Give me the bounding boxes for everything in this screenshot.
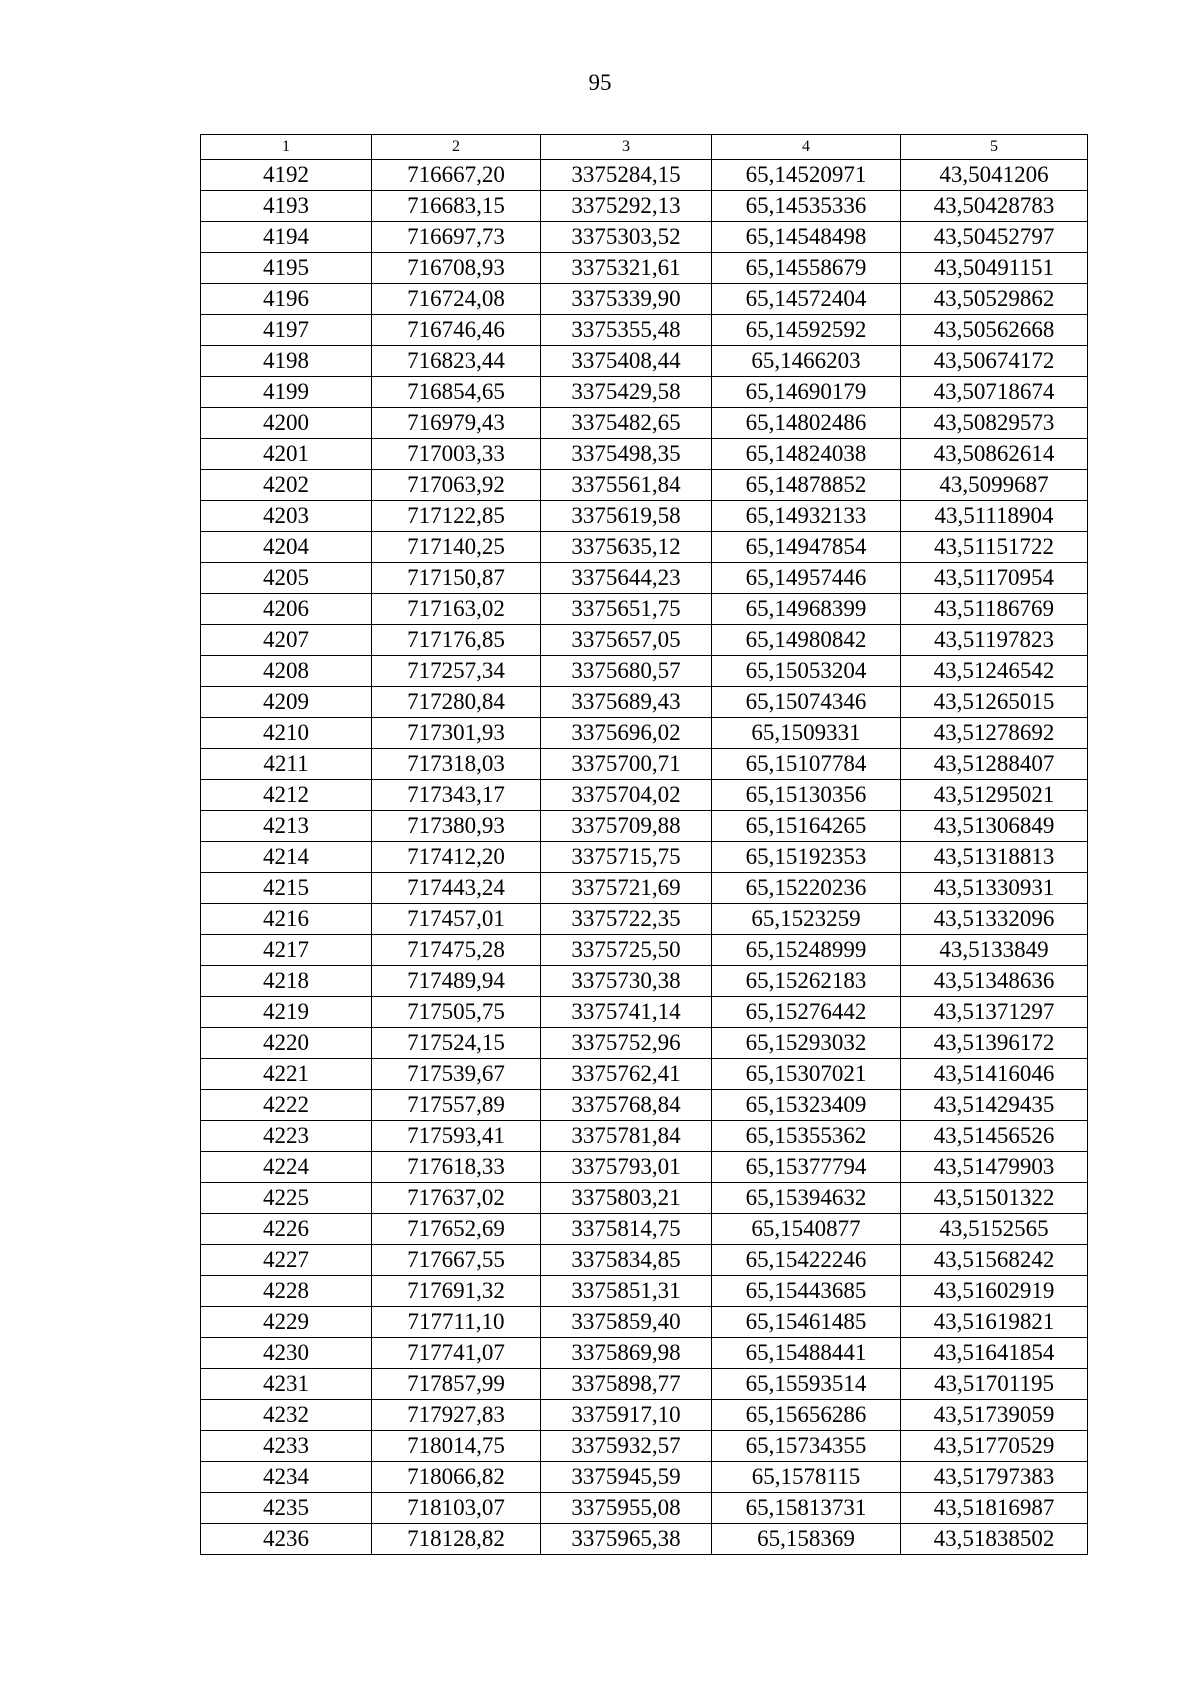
- table-cell-col-1: 4207: [201, 625, 372, 656]
- table-cell-col-2: 717593,41: [372, 1121, 541, 1152]
- table-cell-col-3: 3375945,59: [541, 1462, 712, 1493]
- table-cell-col-3: 3375793,01: [541, 1152, 712, 1183]
- table-row: [201, 594, 1088, 625]
- table-cell-col-4: 65,15164265: [712, 811, 901, 842]
- table-row: [201, 1245, 1088, 1276]
- table-cell-col-4: 65,15107784: [712, 749, 901, 780]
- table-cell-col-2: 717318,03: [372, 749, 541, 780]
- table-cell-col-1: 4228: [201, 1276, 372, 1307]
- table-row: [201, 377, 1088, 408]
- coordinates-table: [200, 134, 1088, 1555]
- table-cell-col-1: 4233: [201, 1431, 372, 1462]
- table-cell-col-2: 717927,83: [372, 1400, 541, 1431]
- header-row: [201, 135, 1088, 160]
- table-cell-col-3: 3375704,02: [541, 780, 712, 811]
- table-cell-col-2: 717150,87: [372, 563, 541, 594]
- table-row: [201, 1307, 1088, 1338]
- table-body: [201, 160, 1088, 1555]
- table-cell-col-4: 65,15656286: [712, 1400, 901, 1431]
- table-cell-col-3: 3375834,85: [541, 1245, 712, 1276]
- table-cell-col-4: 65,15053204: [712, 656, 901, 687]
- table-cell-col-4: 65,15734355: [712, 1431, 901, 1462]
- table-cell-col-2: 717741,07: [372, 1338, 541, 1369]
- table-row: [201, 222, 1088, 253]
- table-cell-col-2: 717257,34: [372, 656, 541, 687]
- table-cell-col-5: 43,51396172: [901, 1028, 1088, 1059]
- table-cell-col-3: 3375408,44: [541, 346, 712, 377]
- table-cell-col-4: 65,14947854: [712, 532, 901, 563]
- table-cell-col-1: 4193: [201, 191, 372, 222]
- table-cell-col-5: 43,51429435: [901, 1090, 1088, 1121]
- table-cell-col-3: 3375725,50: [541, 935, 712, 966]
- table-cell-col-4: 65,14968399: [712, 594, 901, 625]
- table-cell-col-4: 65,15192353: [712, 842, 901, 873]
- table-cell-col-5: 43,5152565: [901, 1214, 1088, 1245]
- table-cell-col-3: 3375741,14: [541, 997, 712, 1028]
- table-cell-col-1: 4212: [201, 780, 372, 811]
- table-cell-col-4: 65,158369: [712, 1524, 901, 1555]
- table-cell-col-2: 718066,82: [372, 1462, 541, 1493]
- table-cell-col-2: 717343,17: [372, 780, 541, 811]
- table-cell-col-3: 3375498,35: [541, 439, 712, 470]
- table-cell-col-5: 43,50829573: [901, 408, 1088, 439]
- table-cell-col-2: 717063,92: [372, 470, 541, 501]
- table-cell-col-2: 717380,93: [372, 811, 541, 842]
- table-cell-col-3: 3375768,84: [541, 1090, 712, 1121]
- table-cell-col-2: 716823,44: [372, 346, 541, 377]
- table-cell-col-1: 4236: [201, 1524, 372, 1555]
- table-cell-col-1: 4196: [201, 284, 372, 315]
- table-cell-col-4: 65,1509331: [712, 718, 901, 749]
- table-cell-col-3: 3375482,65: [541, 408, 712, 439]
- table-row: [201, 935, 1088, 966]
- table-cell-col-1: 4222: [201, 1090, 372, 1121]
- table-cell-col-5: 43,51170954: [901, 563, 1088, 594]
- table-cell-col-1: 4206: [201, 594, 372, 625]
- table-cell-col-3: 3375781,84: [541, 1121, 712, 1152]
- table-cell-col-3: 3375722,35: [541, 904, 712, 935]
- table-cell-col-1: 4200: [201, 408, 372, 439]
- table-cell-col-4: 65,14535336: [712, 191, 901, 222]
- table-cell-col-1: 4202: [201, 470, 372, 501]
- table-cell-col-5: 43,5041206: [901, 160, 1088, 191]
- table-cell-col-3: 3375762,41: [541, 1059, 712, 1090]
- table-cell-col-4: 65,15422246: [712, 1245, 901, 1276]
- table-cell-col-1: 4218: [201, 966, 372, 997]
- table-cell-col-3: 3375955,08: [541, 1493, 712, 1524]
- table-cell-col-4: 65,1540877: [712, 1214, 901, 1245]
- table-cell-col-1: 4219: [201, 997, 372, 1028]
- table-row: [201, 1028, 1088, 1059]
- table-cell-col-5: 43,51265015: [901, 687, 1088, 718]
- table-row: [201, 811, 1088, 842]
- table-row: [201, 1059, 1088, 1090]
- table-cell-col-5: 43,51118904: [901, 501, 1088, 532]
- table-cell-col-1: 4226: [201, 1214, 372, 1245]
- header-col-4: 4: [712, 135, 901, 160]
- table-cell-col-1: 4211: [201, 749, 372, 780]
- table-cell-col-1: 4198: [201, 346, 372, 377]
- table-row: [201, 718, 1088, 749]
- table-row: [201, 1338, 1088, 1369]
- table-cell-col-3: 3375619,58: [541, 501, 712, 532]
- table-cell-col-1: 4234: [201, 1462, 372, 1493]
- table-cell-col-1: 4217: [201, 935, 372, 966]
- table-cell-col-3: 3375965,38: [541, 1524, 712, 1555]
- table-cell-col-4: 65,14592592: [712, 315, 901, 346]
- table-cell-col-3: 3375429,58: [541, 377, 712, 408]
- table-row: [201, 563, 1088, 594]
- table-cell-col-3: 3375303,52: [541, 222, 712, 253]
- table-cell-col-2: 717539,67: [372, 1059, 541, 1090]
- table-cell-col-1: 4192: [201, 160, 372, 191]
- table-cell-col-1: 4195: [201, 253, 372, 284]
- table-cell-col-5: 43,51568242: [901, 1245, 1088, 1276]
- table-cell-col-2: 717457,01: [372, 904, 541, 935]
- table-cell-col-3: 3375709,88: [541, 811, 712, 842]
- table-row: [201, 191, 1088, 222]
- table-cell-col-2: 717637,02: [372, 1183, 541, 1214]
- table-cell-col-3: 3375292,13: [541, 191, 712, 222]
- table-cell-col-5: 43,5133849: [901, 935, 1088, 966]
- table-row: [201, 1369, 1088, 1400]
- table-cell-col-4: 65,15443685: [712, 1276, 901, 1307]
- table-cell-col-5: 43,51602919: [901, 1276, 1088, 1307]
- table-cell-col-3: 3375696,02: [541, 718, 712, 749]
- table-cell-col-4: 65,1523259: [712, 904, 901, 935]
- table-cell-col-5: 43,51838502: [901, 1524, 1088, 1555]
- table-cell-col-2: 717489,94: [372, 966, 541, 997]
- table-cell-col-4: 65,15248999: [712, 935, 901, 966]
- table-cell-col-4: 65,15394632: [712, 1183, 901, 1214]
- table-cell-col-2: 716979,43: [372, 408, 541, 439]
- table-cell-col-3: 3375851,31: [541, 1276, 712, 1307]
- table-cell-col-2: 717475,28: [372, 935, 541, 966]
- table-cell-col-4: 65,15293032: [712, 1028, 901, 1059]
- table-cell-col-4: 65,15377794: [712, 1152, 901, 1183]
- table-row: [201, 1121, 1088, 1152]
- table-cell-col-5: 43,51295021: [901, 780, 1088, 811]
- table-cell-col-3: 3375635,12: [541, 532, 712, 563]
- table-cell-col-2: 717163,02: [372, 594, 541, 625]
- table-row: [201, 1431, 1088, 1462]
- table-cell-col-5: 43,50562668: [901, 315, 1088, 346]
- table-cell-col-5: 43,51348636: [901, 966, 1088, 997]
- table-cell-col-1: 4209: [201, 687, 372, 718]
- table-row: [201, 1276, 1088, 1307]
- table-cell-col-1: 4204: [201, 532, 372, 563]
- table-cell-col-1: 4194: [201, 222, 372, 253]
- table-cell-col-5: 43,51371297: [901, 997, 1088, 1028]
- table-cell-col-5: 43,5099687: [901, 470, 1088, 501]
- table-cell-col-4: 65,15813731: [712, 1493, 901, 1524]
- table-row: [201, 1462, 1088, 1493]
- table-cell-col-3: 3375321,61: [541, 253, 712, 284]
- table-cell-col-3: 3375898,77: [541, 1369, 712, 1400]
- table-cell-col-1: 4205: [201, 563, 372, 594]
- table-cell-col-1: 4235: [201, 1493, 372, 1524]
- table-cell-col-3: 3375721,69: [541, 873, 712, 904]
- table-cell-col-4: 65,15461485: [712, 1307, 901, 1338]
- table-cell-col-4: 65,14824038: [712, 439, 901, 470]
- table-cell-col-5: 43,51151722: [901, 532, 1088, 563]
- table-cell-col-1: 4214: [201, 842, 372, 873]
- table-row: [201, 284, 1088, 315]
- table-cell-col-4: 65,14690179: [712, 377, 901, 408]
- table-cell-col-1: 4213: [201, 811, 372, 842]
- table-cell-col-1: 4197: [201, 315, 372, 346]
- table-cell-col-4: 65,14520971: [712, 160, 901, 191]
- table-cell-col-5: 43,51330931: [901, 873, 1088, 904]
- table-cell-col-4: 65,15307021: [712, 1059, 901, 1090]
- table-cell-col-4: 65,15593514: [712, 1369, 901, 1400]
- table-cell-col-2: 717412,20: [372, 842, 541, 873]
- table-cell-col-5: 43,51479903: [901, 1152, 1088, 1183]
- table-row: [201, 1090, 1088, 1121]
- table-cell-col-5: 43,51770529: [901, 1431, 1088, 1462]
- table-row: [201, 1152, 1088, 1183]
- table-cell-col-2: 718103,07: [372, 1493, 541, 1524]
- table-cell-col-5: 43,51797383: [901, 1462, 1088, 1493]
- table-cell-col-5: 43,51641854: [901, 1338, 1088, 1369]
- table-cell-col-3: 3375561,84: [541, 470, 712, 501]
- table-cell-col-2: 716697,73: [372, 222, 541, 253]
- table-cell-col-2: 717618,33: [372, 1152, 541, 1183]
- table-cell-col-1: 4215: [201, 873, 372, 904]
- header-col-1: 1: [201, 135, 372, 160]
- table-row: [201, 904, 1088, 935]
- table-header: [201, 135, 1088, 160]
- table-cell-col-3: 3375680,57: [541, 656, 712, 687]
- table-cell-col-5: 43,51416046: [901, 1059, 1088, 1090]
- table-row: [201, 315, 1088, 346]
- table-row: [201, 749, 1088, 780]
- table-cell-col-4: 65,15220236: [712, 873, 901, 904]
- table-row: [201, 1183, 1088, 1214]
- table-cell-col-1: 4223: [201, 1121, 372, 1152]
- table-cell-col-5: 43,50862614: [901, 439, 1088, 470]
- table-cell-col-2: 716708,93: [372, 253, 541, 284]
- table-cell-col-1: 4231: [201, 1369, 372, 1400]
- table-cell-col-3: 3375715,75: [541, 842, 712, 873]
- table-cell-col-4: 65,1466203: [712, 346, 901, 377]
- table-cell-col-5: 43,51318813: [901, 842, 1088, 873]
- table-row: [201, 1400, 1088, 1431]
- table-cell-col-2: 717857,99: [372, 1369, 541, 1400]
- table-cell-col-3: 3375917,10: [541, 1400, 712, 1431]
- table-cell-col-3: 3375752,96: [541, 1028, 712, 1059]
- table-cell-col-1: 4210: [201, 718, 372, 749]
- table-cell-col-5: 43,51816987: [901, 1493, 1088, 1524]
- table-cell-col-2: 717524,15: [372, 1028, 541, 1059]
- table-cell-col-2: 716683,15: [372, 191, 541, 222]
- table-cell-col-1: 4232: [201, 1400, 372, 1431]
- table-cell-col-5: 43,50674172: [901, 346, 1088, 377]
- table-row: [201, 1493, 1088, 1524]
- table-row: [201, 780, 1088, 811]
- table-cell-col-1: 4201: [201, 439, 372, 470]
- table-cell-col-3: 3375689,43: [541, 687, 712, 718]
- table-row: [201, 687, 1088, 718]
- table-cell-col-3: 3375803,21: [541, 1183, 712, 1214]
- table-row: [201, 470, 1088, 501]
- table-cell-col-3: 3375859,40: [541, 1307, 712, 1338]
- table-cell-col-5: 43,50529862: [901, 284, 1088, 315]
- table-cell-col-5: 43,51288407: [901, 749, 1088, 780]
- header-col-3: 3: [541, 135, 712, 160]
- table-cell-col-5: 43,50491151: [901, 253, 1088, 284]
- table-row: [201, 160, 1088, 191]
- table-row: [201, 873, 1088, 904]
- table-cell-col-2: 716667,20: [372, 160, 541, 191]
- table-row: [201, 1524, 1088, 1555]
- table-cell-col-5: 43,50428783: [901, 191, 1088, 222]
- table-cell-col-2: 717711,10: [372, 1307, 541, 1338]
- table-cell-col-3: 3375644,23: [541, 563, 712, 594]
- table-cell-col-5: 43,51197823: [901, 625, 1088, 656]
- table-cell-col-2: 717443,24: [372, 873, 541, 904]
- table-cell-col-4: 65,15355362: [712, 1121, 901, 1152]
- table-cell-col-4: 65,14980842: [712, 625, 901, 656]
- table-cell-col-2: 718014,75: [372, 1431, 541, 1462]
- header-col-2: 2: [372, 135, 541, 160]
- table-row: [201, 253, 1088, 284]
- table-cell-col-2: 717176,85: [372, 625, 541, 656]
- table-cell-col-3: 3375339,90: [541, 284, 712, 315]
- table-cell-col-4: 65,14572404: [712, 284, 901, 315]
- table-cell-col-5: 43,50718674: [901, 377, 1088, 408]
- table-cell-col-3: 3375814,75: [541, 1214, 712, 1245]
- table-cell-col-1: 4203: [201, 501, 372, 532]
- table-row: [201, 439, 1088, 470]
- table-cell-col-1: 4221: [201, 1059, 372, 1090]
- table-cell-col-1: 4199: [201, 377, 372, 408]
- table-row: [201, 656, 1088, 687]
- table-cell-col-1: 4216: [201, 904, 372, 935]
- table-cell-col-4: 65,14932133: [712, 501, 901, 532]
- table-cell-col-4: 65,14957446: [712, 563, 901, 594]
- table-cell-col-2: 717140,25: [372, 532, 541, 563]
- table-row: [201, 501, 1088, 532]
- table-row: [201, 346, 1088, 377]
- table-cell-col-2: 717667,55: [372, 1245, 541, 1276]
- table-cell-col-4: 65,15488441: [712, 1338, 901, 1369]
- table-cell-col-5: 43,51619821: [901, 1307, 1088, 1338]
- table-cell-col-5: 43,51306849: [901, 811, 1088, 842]
- table-cell-col-3: 3375284,15: [541, 160, 712, 191]
- table-cell-col-2: 717003,33: [372, 439, 541, 470]
- table-cell-col-5: 43,51501322: [901, 1183, 1088, 1214]
- table-cell-col-3: 3375932,57: [541, 1431, 712, 1462]
- table-cell-col-4: 65,14878852: [712, 470, 901, 501]
- table-cell-col-5: 43,50452797: [901, 222, 1088, 253]
- table-cell-col-2: 717122,85: [372, 501, 541, 532]
- table-cell-col-4: 65,15130356: [712, 780, 901, 811]
- table-cell-col-5: 43,51739059: [901, 1400, 1088, 1431]
- table-row: [201, 408, 1088, 439]
- table-cell-col-4: 65,15323409: [712, 1090, 901, 1121]
- table-cell-col-3: 3375651,75: [541, 594, 712, 625]
- page-number: 95: [588, 70, 612, 95]
- table-cell-col-1: 4220: [201, 1028, 372, 1059]
- table-cell-col-3: 3375869,98: [541, 1338, 712, 1369]
- table-cell-col-2: 717505,75: [372, 997, 541, 1028]
- table-cell-col-5: 43,51456526: [901, 1121, 1088, 1152]
- table-cell-col-3: 3375700,71: [541, 749, 712, 780]
- table-cell-col-2: 716724,08: [372, 284, 541, 315]
- table-cell-col-5: 43,51246542: [901, 656, 1088, 687]
- table-row: [201, 1214, 1088, 1245]
- table-cell-col-2: 717557,89: [372, 1090, 541, 1121]
- table-cell-col-1: 4224: [201, 1152, 372, 1183]
- table-cell-col-1: 4230: [201, 1338, 372, 1369]
- table-cell-col-2: 717280,84: [372, 687, 541, 718]
- table-cell-col-2: 718128,82: [372, 1524, 541, 1555]
- table-cell-col-5: 43,51332096: [901, 904, 1088, 935]
- table-row: [201, 532, 1088, 563]
- table-cell-col-1: 4227: [201, 1245, 372, 1276]
- table-cell-col-3: 3375355,48: [541, 315, 712, 346]
- table-cell-col-2: 716746,46: [372, 315, 541, 346]
- table-cell-col-4: 65,1578115: [712, 1462, 901, 1493]
- table-row: [201, 966, 1088, 997]
- table-cell-col-1: 4225: [201, 1183, 372, 1214]
- table-cell-col-1: 4208: [201, 656, 372, 687]
- table-cell-col-3: 3375730,38: [541, 966, 712, 997]
- table-row: [201, 842, 1088, 873]
- table-cell-col-3: 3375657,05: [541, 625, 712, 656]
- table-cell-col-4: 65,14548498: [712, 222, 901, 253]
- table-cell-col-4: 65,15276442: [712, 997, 901, 1028]
- table-cell-col-4: 65,15074346: [712, 687, 901, 718]
- table-row: [201, 625, 1088, 656]
- table-cell-col-4: 65,15262183: [712, 966, 901, 997]
- table-row: [201, 997, 1088, 1028]
- table-cell-col-4: 65,14558679: [712, 253, 901, 284]
- table-cell-col-2: 716854,65: [372, 377, 541, 408]
- table-cell-col-2: 717301,93: [372, 718, 541, 749]
- header-col-5: 5: [901, 135, 1088, 160]
- table-cell-col-2: 717691,32: [372, 1276, 541, 1307]
- table-cell-col-5: 43,51701195: [901, 1369, 1088, 1400]
- table-cell-col-4: 65,14802486: [712, 408, 901, 439]
- table-cell-col-2: 717652,69: [372, 1214, 541, 1245]
- table-cell-col-1: 4229: [201, 1307, 372, 1338]
- table-cell-col-5: 43,51278692: [901, 718, 1088, 749]
- table-cell-col-5: 43,51186769: [901, 594, 1088, 625]
